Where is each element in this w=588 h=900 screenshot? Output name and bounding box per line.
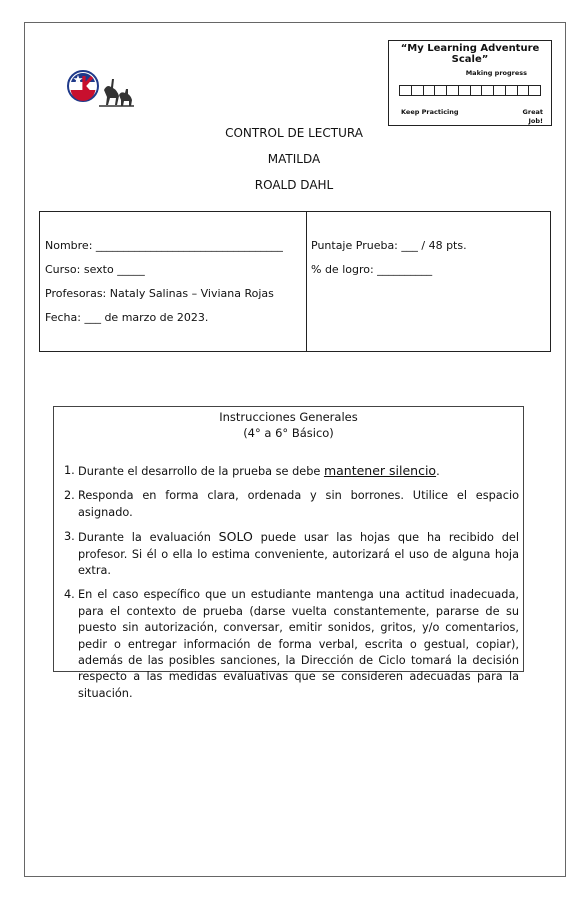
author-name: ROALD DAHL (254, 178, 334, 192)
learning-scale-box (388, 40, 552, 126)
fecha-field[interactable]: Fecha: ___ de marzo de 2023. (45, 311, 209, 324)
nombre-field[interactable]: Nombre: __________________________________ (45, 239, 283, 252)
instructions-box (53, 406, 524, 700)
instruction-item: 3. Durante la evaluación SOLO puede usar las hojas que ha recibido del profesor. Si él o ella lo estima conveniente, autorizará el uso de alguna hoja extra. (64, 529, 519, 578)
logro-field[interactable]: % de logro: __________ (311, 263, 433, 276)
school-logo-icon (66, 68, 136, 110)
curso-field[interactable]: Curso: sexto _____ (45, 263, 145, 276)
scale-bar (399, 85, 541, 96)
doc-title: CONTROL DE LECTURA (225, 126, 363, 140)
scale-great-job: Great Job! (522, 108, 543, 125)
scale-title: “My Learning Adventure Scale” (400, 43, 540, 65)
book-title: MATILDA (267, 152, 321, 166)
puntaje-field[interactable]: Puntaje Prueba: ___ / 48 pts. (311, 239, 467, 252)
instruction-item: 4. En el caso específico que un estudiante mantenga una actitud inadecuada, para el contexto de prueba (darse vuelta constantemente, pararse de su puesto sin autorización, conversar, emitir sonidos, gritos, y/o comentarios, pedir o entregar información de forma verbal, escrita o gestual, copiar), además de las posibles sanciones, la Dirección de Ciclo tomará la decisión respecto a las medidas evaluativas que se consideren adecuadas para la situación. (64, 588, 519, 700)
scale-making-progress: Making progress (465, 69, 527, 77)
profesoras-label: Profesoras: Nataly Salinas – Viviana Rojas (45, 287, 274, 300)
instruction-item: 1. Durante el desarrollo de la prueba se debe mantener silencio. (64, 463, 440, 478)
instructions-title: Instrucciones Generales (4° a 6° Básico) (219, 410, 358, 440)
student-info-table (39, 211, 551, 352)
scale-keep-practicing: Keep Practicing (401, 108, 459, 116)
instructions-list (64, 463, 519, 710)
instruction-item: 2. Responda en forma clara, ordenada y sin borrones. Utilice el espacio asignado. (64, 489, 519, 519)
